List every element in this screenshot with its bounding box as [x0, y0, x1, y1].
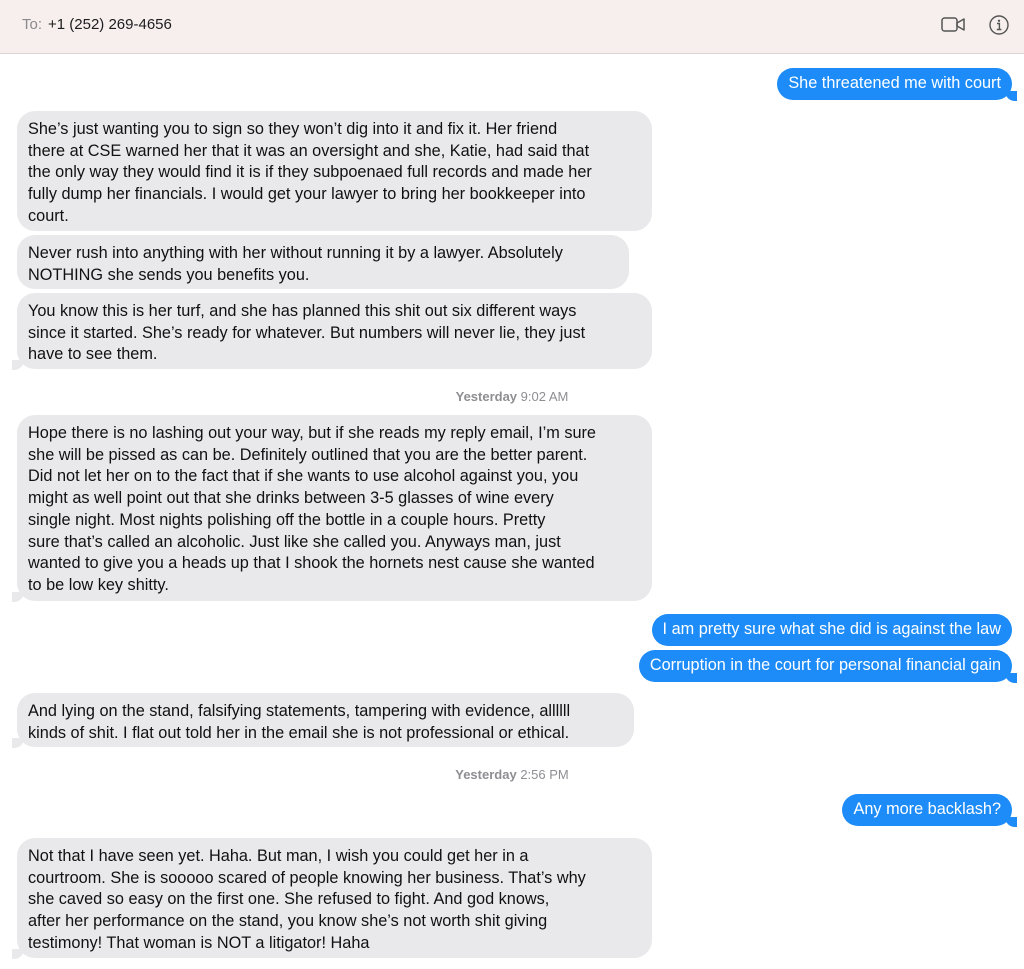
recipient-field[interactable]: +1 (252) 269-4656 — [48, 16, 172, 33]
info-icon[interactable] — [988, 14, 1010, 41]
conversation-header — [0, 0, 1024, 54]
video-call-icon[interactable] — [941, 14, 966, 41]
message-bubble-received[interactable]: And lying on the stand, falsifying statements, tampering with evidence, allllll kinds of shit. I flat out told her in the email she is not professional or ethical. — [17, 693, 634, 747]
message-bubble-sent[interactable]: She threatened me with court — [777, 68, 1012, 100]
timestamp-time: 9:02 AM — [520, 389, 569, 404]
message-bubble-received[interactable]: Never rush into anything with her without running it by a lawyer. Absolutely NOTHING she sends you benefits you. — [17, 235, 629, 289]
message-bubble-sent[interactable]: Any more backlash? — [842, 794, 1012, 826]
timestamp-time: 2:56 PM — [520, 767, 569, 782]
to-label: To: — [22, 16, 43, 33]
message-bubble-received[interactable]: She’s just wanting you to sign so they won’t dig into it and fix it. Her friend there at CSE warned her that it was an oversight and she, Katie, had said that the only way they would find it is if they subpoenaed full records and made her fully dump her financials. I would get your lawyer to bring her bookkeeper into court. — [17, 111, 652, 231]
timestamp — [0, 767, 1024, 782]
message-bubble-sent[interactable]: I am pretty sure what she did is against the law — [652, 614, 1012, 646]
message-thread[interactable] — [0, 55, 1024, 969]
message-bubble-sent[interactable]: Corruption in the court for personal financial gain — [639, 650, 1012, 682]
timestamp — [0, 389, 1024, 404]
message-bubble-received[interactable]: Hope there is no lashing out your way, but if she reads my reply email, I’m sure she will be pissed as can be. Definitely outlined that you are the better parent. Did not let her on to the fact that if she wants to use alcohol against you, you might as well point out that she drinks between 3-5 glasses of wine every single night. Most nights polishing off the bottle in a couple hours. Pretty sure that’s called an alcoholic. Just like she called you. Anyways man, just wanted to give you a heads up that I shook the hornets nest cause she wanted to be low key shitty. — [17, 415, 652, 601]
timestamp-day: Yesterday — [455, 767, 517, 782]
message-bubble-received[interactable]: Not that I have seen yet. Haha. But man, I wish you could get her in a courtroom. She is sooooo scared of people knowing her business. That’s why she caved so easy on the first one. She refused to fight. And god knows, after her performance on the stand, you know she’s not worth shit giving testimony! That woman is NOT a litigator! Haha — [17, 838, 652, 958]
message-bubble-received[interactable]: You know this is her turf, and she has planned this shit out six different ways since it started. She’s ready for whatever. But numbers will never lie, they just have to see them. — [17, 293, 652, 369]
timestamp-day: Yesterday — [455, 389, 518, 404]
